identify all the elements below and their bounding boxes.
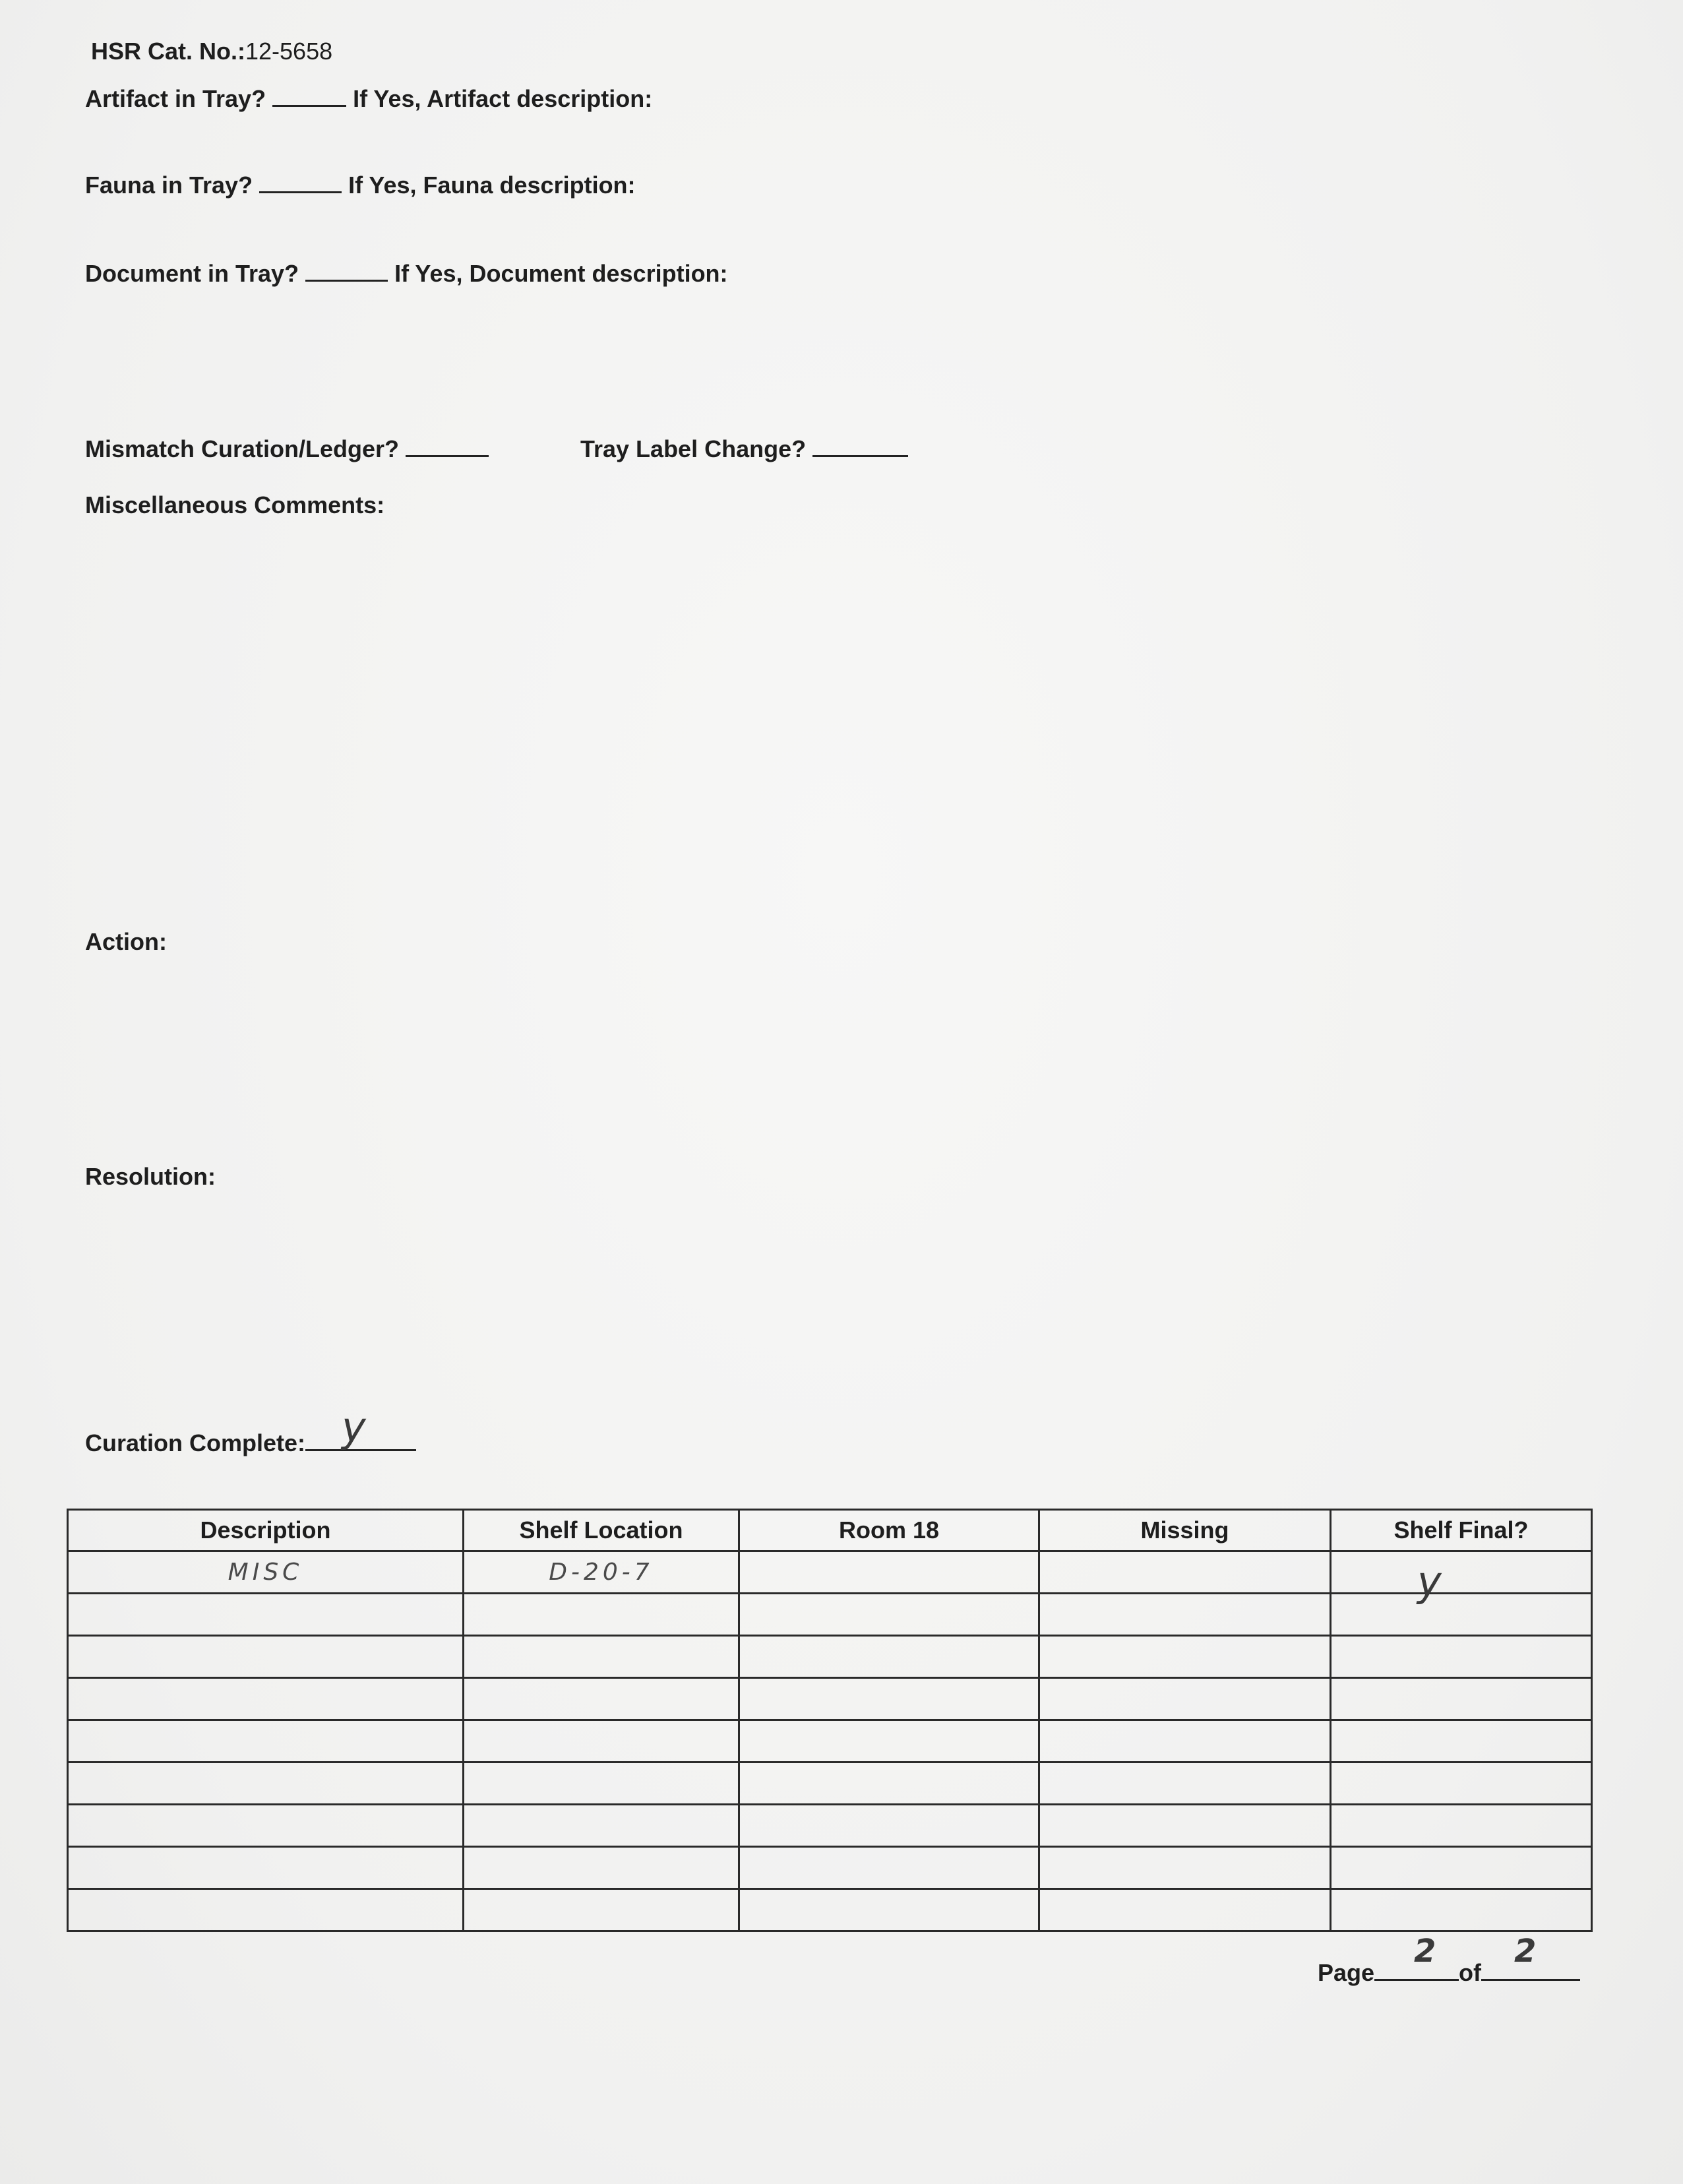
- table-cell[interactable]: [68, 1678, 464, 1720]
- table-cell[interactable]: [1039, 1889, 1331, 1931]
- table-row: [68, 1720, 1592, 1763]
- page-value: 2: [1414, 1933, 1436, 1970]
- table-cell[interactable]: [1331, 1636, 1592, 1678]
- table-cell[interactable]: [739, 1678, 1039, 1720]
- table-cell[interactable]: [1331, 1594, 1592, 1636]
- table-cell[interactable]: [464, 1636, 739, 1678]
- tray-label-change-blank[interactable]: [812, 437, 908, 457]
- resolution-label: Resolution:: [85, 1163, 216, 1190]
- fauna-blank[interactable]: [259, 173, 342, 193]
- table-cell[interactable]: [464, 1594, 739, 1636]
- table-cell[interactable]: [464, 1805, 739, 1847]
- document-blank[interactable]: [305, 261, 388, 282]
- table-cell[interactable]: [464, 1720, 739, 1763]
- curation-complete-blank[interactable]: [305, 1403, 416, 1451]
- cat-no-label: HSR Cat. No.:: [91, 38, 245, 65]
- curation-complete-field: [85, 1403, 416, 1456]
- header-missing: Missing: [1039, 1510, 1331, 1551]
- table-cell[interactable]: [1039, 1594, 1331, 1636]
- table-row: [68, 1678, 1592, 1720]
- mismatch-label: Mismatch Curation/Ledger?: [85, 435, 400, 462]
- document-field: [85, 261, 728, 286]
- shelf-final-value: y: [1417, 1557, 1442, 1606]
- fauna-field: [85, 173, 636, 197]
- page-label: Page: [1318, 1959, 1375, 1986]
- curation-complete-value: y: [342, 1403, 366, 1451]
- table-cell[interactable]: [1039, 1678, 1331, 1720]
- table-cell[interactable]: [1331, 1678, 1592, 1720]
- table-cell[interactable]: [68, 1763, 464, 1805]
- cat-no-value: 12-5658: [245, 38, 333, 65]
- table-row: [68, 1847, 1592, 1889]
- table-row: [68, 1636, 1592, 1678]
- artifact-blank[interactable]: [272, 86, 346, 107]
- action-label: Action:: [85, 928, 167, 955]
- cell-room-18[interactable]: [739, 1551, 1039, 1594]
- table-cell[interactable]: [464, 1889, 739, 1931]
- curation-table: [67, 1509, 1593, 1932]
- document-desc-label: If Yes, Document description:: [394, 260, 728, 287]
- table-cell[interactable]: [1039, 1763, 1331, 1805]
- table-cell[interactable]: [1331, 1847, 1592, 1889]
- header-shelf-location: Shelf Location: [464, 1510, 739, 1551]
- table-row: [68, 1551, 1592, 1594]
- table-row: [68, 1763, 1592, 1805]
- fauna-desc-label: If Yes, Fauna description:: [348, 172, 636, 199]
- table-cell[interactable]: [68, 1889, 464, 1931]
- table-cell[interactable]: [1039, 1636, 1331, 1678]
- table-cell[interactable]: [68, 1594, 464, 1636]
- table-cell[interactable]: [739, 1889, 1039, 1931]
- cell-shelf-location[interactable]: D-20-7: [464, 1551, 739, 1594]
- table-cell[interactable]: [464, 1847, 739, 1889]
- table-cell[interactable]: [1039, 1847, 1331, 1889]
- mismatch-blank[interactable]: [406, 437, 489, 457]
- cell-missing[interactable]: [1039, 1551, 1331, 1594]
- header-shelf-final: Shelf Final?: [1331, 1510, 1592, 1551]
- table-row: [68, 1889, 1592, 1931]
- artifact-field: [85, 86, 652, 111]
- table-cell[interactable]: [68, 1847, 464, 1889]
- table-cell[interactable]: [739, 1763, 1039, 1805]
- table-cell[interactable]: [68, 1636, 464, 1678]
- table-cell[interactable]: [464, 1678, 739, 1720]
- of-blank[interactable]: [1481, 1933, 1580, 1981]
- page-blank[interactable]: [1374, 1933, 1459, 1981]
- of-label: of: [1459, 1959, 1482, 1986]
- table-cell[interactable]: [739, 1847, 1039, 1889]
- page-footer: [1318, 1933, 1580, 1986]
- cell-description[interactable]: MISC: [68, 1551, 464, 1594]
- table-cell[interactable]: [1331, 1805, 1592, 1847]
- header-description: Description: [68, 1510, 464, 1551]
- document-label: Document in Tray?: [85, 260, 299, 287]
- table-row: [68, 1805, 1592, 1847]
- table-cell[interactable]: [68, 1720, 464, 1763]
- mismatch-field: [85, 437, 489, 461]
- curation-complete-label: Curation Complete:: [85, 1429, 306, 1456]
- table-cell[interactable]: [1331, 1889, 1592, 1931]
- of-value: 2: [1514, 1933, 1537, 1970]
- table-row: [68, 1594, 1592, 1636]
- tray-label-change-field: [580, 437, 908, 461]
- tray-label-change-label: Tray Label Change?: [580, 435, 807, 462]
- table-cell[interactable]: [1331, 1763, 1592, 1805]
- artifact-label: Artifact in Tray?: [85, 85, 266, 112]
- table-cell[interactable]: [68, 1805, 464, 1847]
- table-cell[interactable]: [1039, 1805, 1331, 1847]
- table-cell[interactable]: [739, 1594, 1039, 1636]
- table-cell[interactable]: [739, 1720, 1039, 1763]
- table-header-row: [68, 1510, 1592, 1551]
- table-cell[interactable]: [739, 1805, 1039, 1847]
- cell-shelf-final[interactable]: [1331, 1551, 1592, 1606]
- table-cell[interactable]: [739, 1636, 1039, 1678]
- table-cell[interactable]: [1039, 1720, 1331, 1763]
- misc-comments-label: Miscellaneous Comments:: [85, 491, 385, 518]
- header-room-18: Room 18: [739, 1510, 1039, 1551]
- artifact-desc-label: If Yes, Artifact description:: [353, 85, 653, 112]
- fauna-label: Fauna in Tray?: [85, 172, 253, 199]
- cat-no-field: [91, 40, 332, 63]
- table-cell[interactable]: [1331, 1720, 1592, 1763]
- table-cell[interactable]: [464, 1763, 739, 1805]
